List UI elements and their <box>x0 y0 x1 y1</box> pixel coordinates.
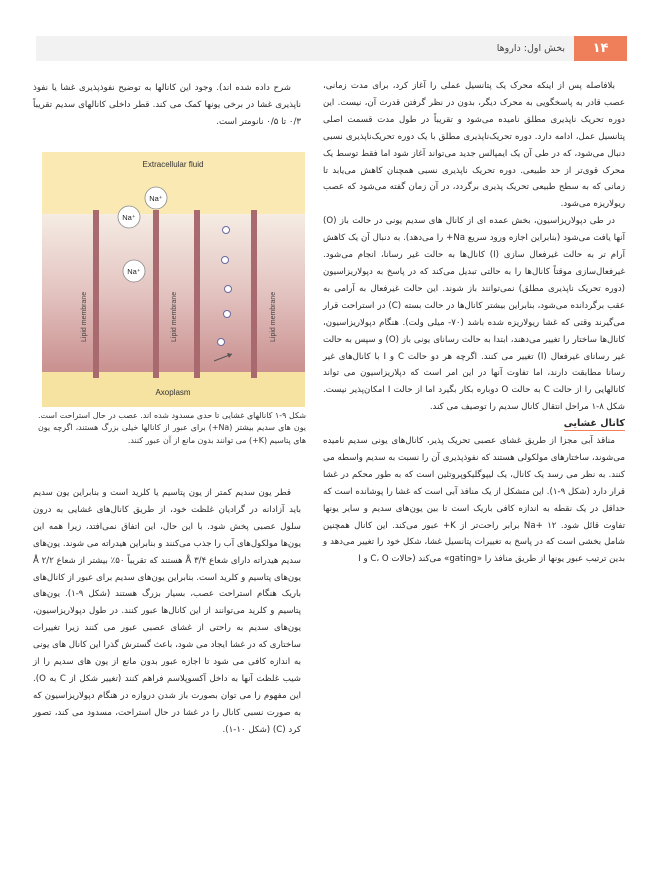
paragraph-membrane-channel: مناقذ آبی مجزا از طریق غشای عصبی تحریک پذیر، کانال‌های یونی سدیم نامیده می‌شوند، ساختارهای مولکولی هستند که نفوذپذیری آن را نسبت به سدیم واسطه می کنند. به نظر می رسد یک کانال، یک لیپوگلیکوپروتئین است که به طور محکم در غشا قرار دارد (شکل ۹-۱). این متشکل از یک منافذ آبی است که غشا را پوشانده است که حداقل در یک نقطه به اندازه کافی باریک است تا بین یون‌های سدیم و سایر یونها تفاوت قائل شود. Na+ ۱۲ برابر راحت‌تر از K+ عبور می‌کند. این کانال همچنین شامل بخشی است که در پاسخ به تغییرات پتانسیل غشا، شکل خود را تغییر می‌دهد و بدین ترتیب عبور یونها از طریق منافذ را «gating» می‌کند (حالات C، O و I <box>323 436 625 565</box>
paragraph-sodium-hydration: قطر یون سدیم کمتر از یون پتاسیم یا کلرید است و بنابراین یون سدیم باید آزادانه در گرادیان غلظت خود، از طریق کانال‌های غشایی به درون سلول عصبی پخش شود. با این حال، این اتفاق نمی‌افتد، زیرا همه این یون‌ها مولکول‌های آب را جذب می‌کنند و بنابراین هیدراته می شوند. یون‌های سدیم هیدراته دارای شعاع Å ۳/۴ هستند که تقریباً ۵۰٪ بیشتر از شعاع Å ۲/۲ یون‌های پتاسیم و کلرید است. بنابراین یون‌های سدیم برای عبور از کانال‌های باریک هنگام استراحت عصب، بسیار بزرگ هستند (شکل ۹-۱). یون‌های پتاسیم و کلرید می‌توانند از این کانال‌ها عبور کنند. در طول دپولاریزاسیون، یون‌های سدیم به راحتی از غشای عصبی عبور می کنند زیرا تغییرات ساختاری که در غشا ایجاد می شود، باعث گسترش گذرا این کانال های یونی به اندازه کافی می شود تا اجازه عبور بدون مانع از یون های سدیم را از شیب غلظت آنها به داخل آکسوپلاسم فراهم کنند (تغییر شکل از C به O). این مفهوم را می توان بصورت باز شدن دروازه در هنگام دپولاریزاسیون که به صورت نسبی کانال را در غشا در حال استراحت، مسدود می کند، تصور کرد (C) (شکل ۱۰-۱). <box>33 488 302 735</box>
sodium-ion <box>145 187 167 209</box>
potassium-ion <box>224 311 231 318</box>
channel-wall <box>251 210 257 378</box>
channel-wall <box>93 210 99 378</box>
page-number: ۱۴ <box>574 36 627 61</box>
sodium-ion-label: Na⁺ <box>127 267 141 276</box>
membrane-label: Lipid membrane <box>171 291 178 342</box>
left-column-bottom <box>33 485 301 739</box>
sodium-ion <box>123 260 145 282</box>
channel-wall <box>194 210 200 378</box>
page-header <box>36 36 627 61</box>
axoplasm-label: Axoplasm <box>155 388 191 397</box>
paragraph-refractory: بلافاصله پس از اینکه محرک یک پتانسیل عملی را آغاز کرد، برای مدت زمانی، عصب قادر به پاسخگویی به محرک دیگر، بدون در نظر گرفتن قدرت آن، نیست. این دوره تحریک ناپذیری مطلق نامیده می‌شود و تقریباً در طول مدت قسمت اصلی پتانسیل عمل، ادامه دارد. دوره تحریک‌ناپذیری مطلق با یک دوره تحریک‌ناپذیری نسبی دنبال می‌شود، که در طی آن یک ایمپالس جدید می‌تواند آغاز شود اما فقط توسط یک محرک قوی‌تر از حد طبیعی. دوره تحریک ناپذیری نسبی همچنان کاهش می‌یابد تا زمانی که به سطح طبیعی تحریک پذیری برگردد، در آن زمان گفته می‌شود که عصب ریولاریزه می‌شود. <box>323 81 625 210</box>
running-title: بخش اول: داروها <box>496 43 565 54</box>
left-column-top <box>33 80 301 131</box>
potassium-ion <box>225 286 232 293</box>
potassium-ion <box>223 227 230 234</box>
sodium-ion-label: Na⁺ <box>122 213 136 222</box>
sodium-ion <box>118 206 140 228</box>
paragraph-channel-states: در طی دپولاریزاسیون، بخش عمده ای از کانال های سدیم یونی در حالت باز (O) آنها یافت می‌شود (بنابراین اجازه ورود سریع Na+ را می‌دهد). به دنبال آن یک کاهش آرام تر به حالت غیرفعال سازی (I) کانال‌ها به حالت غیر رسانا، انجام می‌شود. غیرفعال‌سازی موقتاً کانال‌ها را به حالتی تبدیل می‌کند که در پاسخ به دپولاریزاسیون (دوره تحریک ناپذیری مطلق) نمی‌توانند باز شوند. این حالت غیرفعال به آرامی به عقب برگردانده می‌شود، بنابراین بیشتر کانال‌ها در حالت بسته (C) در استراحت قرار می‌گیرند وقتی که غشا ریولاریزه شده باشد (۷۰- میلی ولت). هنگام دپولاریزاسیون، کانال‌ها ساختار را تغییر می‌دهند، ابتدا به حالت رسانای یونی باز (O) و سپس به حالت غیر رسانای غیرفعال (I) تغییر می کنند. اگرچه هر دو حالت C و I با کانال‌های غیر رسانا مطابقت دارند، اما تفاوت آنها در این امر است که دپلاریزاسیون می تواند کانالهایی را از حالت C به حالت O دوباره بکار بگیرد اما از حالت I امکان‌پذیر نیست. شکل ۸-۱ مراحل انتقال کانال سدیم را توصیف می کند. <box>323 216 626 413</box>
sodium-ion-label: Na⁺ <box>149 194 163 203</box>
right-column <box>323 78 625 568</box>
channel-wall <box>153 210 159 378</box>
figure-membrane-channels <box>42 152 305 407</box>
membrane-label: Lipid membrane <box>270 291 277 342</box>
section-title <box>323 416 625 433</box>
section-title-text: کانال غشایی <box>563 418 625 430</box>
extracellular-label: Extracellular fluid <box>142 160 204 169</box>
paragraph-continuation: شرح داده شده اند). وجود این کانالها به توضیح نفوذپذیری غشا یا نفوذ ناپذیری غشا در برخی یونها کمک می کند. قطر داخلی کانالهای سدیم تقریباً ۰/۳ تا ۰/۵ نانومتر است. <box>33 83 301 127</box>
membrane-label: Lipid membrane <box>81 291 88 342</box>
potassium-ion <box>218 339 225 346</box>
membrane-illustration <box>42 152 305 407</box>
figure-caption: شکل ۹-۱ کانالهای غشایی تا حدی مسدود شده اند. عصب در حال استراحت است. یون های سدیم بیشتر (Na+) برای عبور از کانالها خیلی بزرگ هستند، اگرچه یون های پتاسیم (K+) می توانند بدون مانع از آن عبور کنند. <box>38 411 307 445</box>
potassium-ion <box>222 257 229 264</box>
